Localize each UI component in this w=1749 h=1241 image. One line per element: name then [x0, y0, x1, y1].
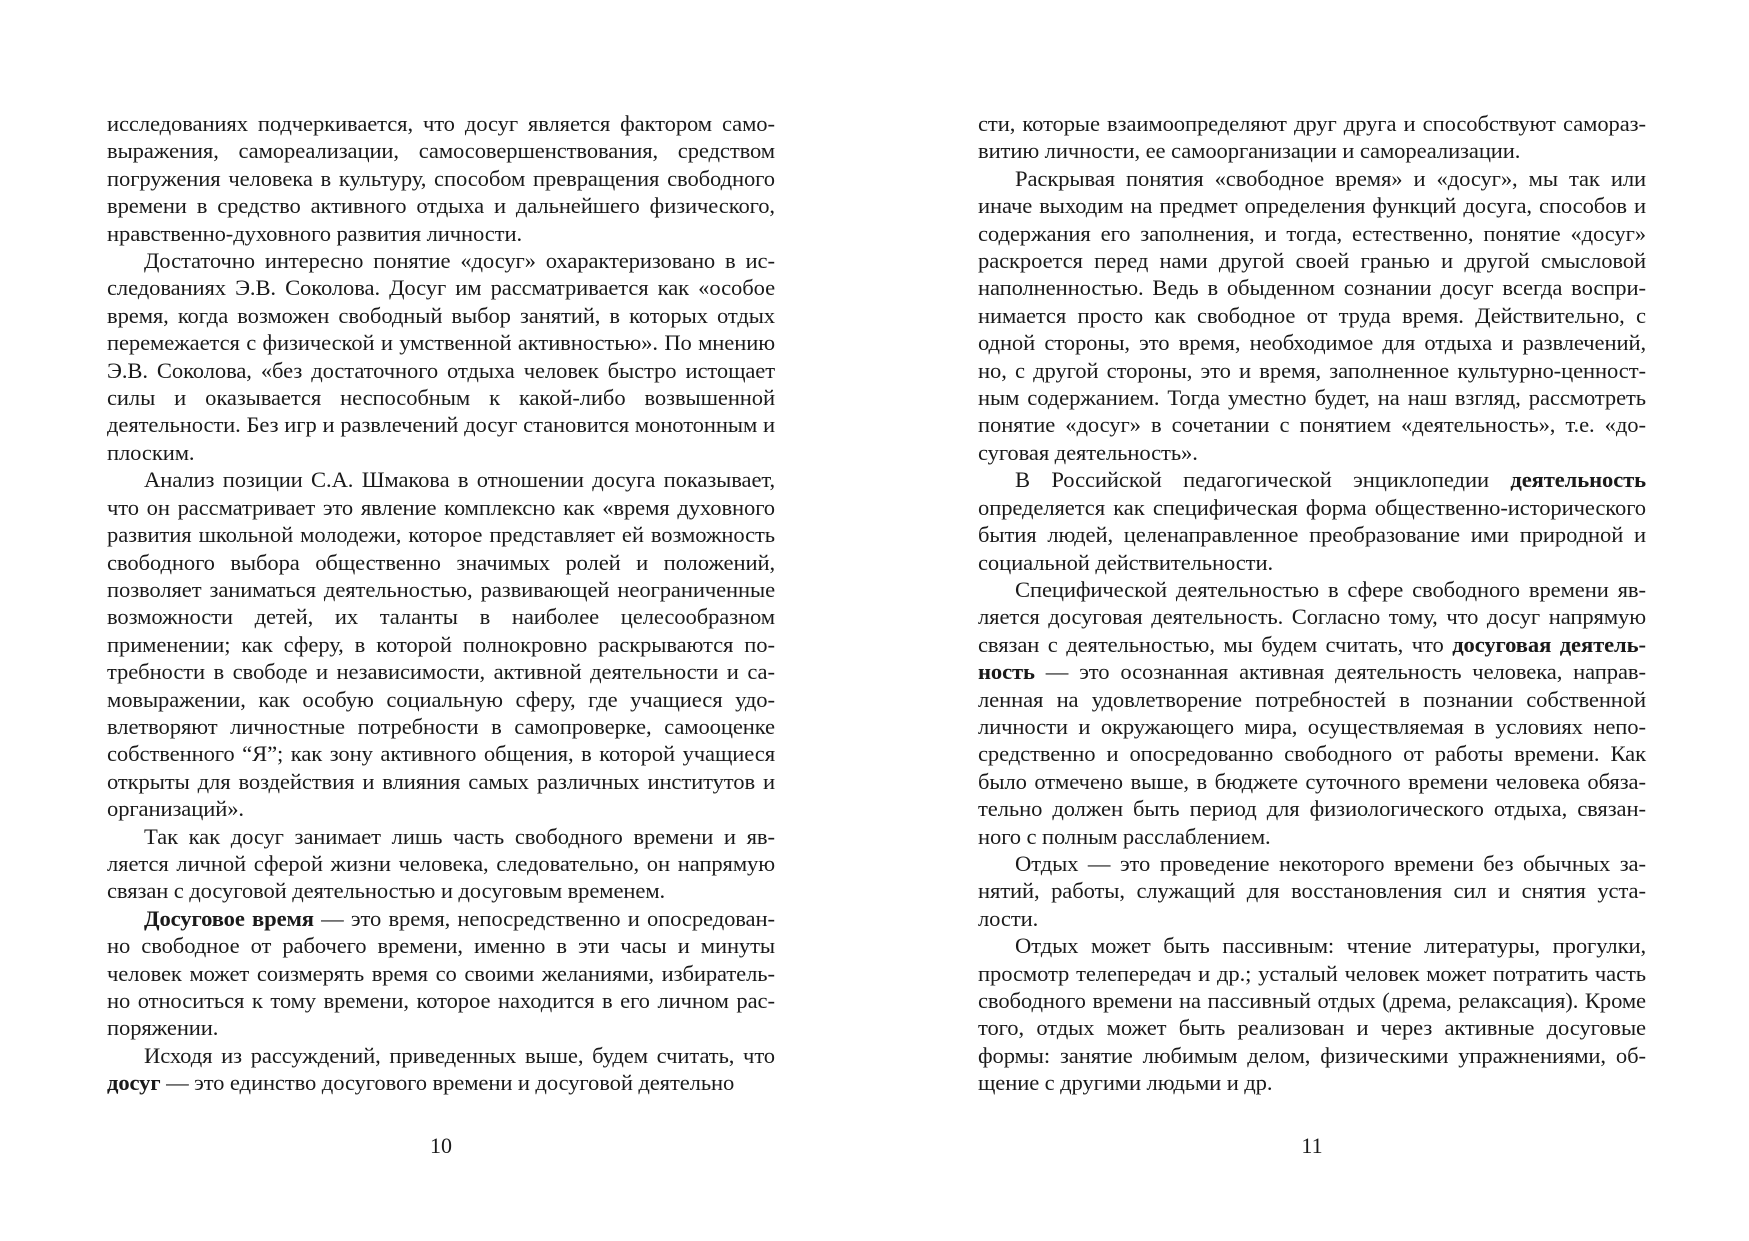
left-page — [107, 110, 776, 1158]
right-page-text — [978, 110, 1646, 1097]
paragraph — [978, 850, 1646, 932]
paragraph-text: Специфической деятельностью в сфере свободного времени является досуговая деятельность. Согласно тому, что досуг напрямую связан с деятельностью, мы будем считать, что — [978, 576, 1646, 657]
right-page — [978, 110, 1646, 1158]
paragraph-text: — это время, непосредственно и опосредованно свободное от рабочего времени, именно в эти часы и минуты человек может соизмерять время со своими желаниями, избирательно относиться к тому времени, которое находится в его личном распоряжении. — [107, 905, 776, 1041]
paragraph — [978, 165, 1646, 466]
paragraph-text: В Российской педагогической энциклопедии — [1015, 467, 1511, 493]
paragraph — [107, 466, 775, 822]
paragraph-text: Отдых — это проведение некоторого времени без обычных занятий, работы, служащий для восстановления сил и снятия усталости. — [978, 850, 1646, 931]
paragraph — [107, 110, 775, 247]
bold-term: досуг — [107, 1070, 161, 1096]
paragraph-text: сти, которые взаимоопределяют друг друга и способствуют саморазвитию личности, ее самоорганизации и самореализации. — [978, 111, 1646, 164]
paragraph — [107, 823, 775, 905]
paragraph-text: Отдых может быть пассивным: чтение литературы, прогулки, просмотр телепередач и др.; усталый человек может потратить часть свободного времени на пассивный отдых (дрема, релаксация). Кроме того, отдых может быть реализован и через активные досуговые формы: занятие любимым делом, физическими упражнениями, общение с другими людьми и др. — [978, 933, 1646, 1096]
page-number: 11 — [1301, 1133, 1323, 1158]
paragraph — [978, 932, 1646, 1096]
left-page-text — [107, 110, 775, 1097]
paragraph — [107, 247, 775, 466]
bold-term: деятельность — [1510, 467, 1646, 493]
paragraph — [107, 905, 775, 1042]
paragraph-text: Раскрывая понятия «свободное время» и «досуг», мы так или иначе выходим на предмет определения функций досуга, способов и содержания его заполнения, и тогда, естественно, понятие «досуг» раскроется перед нами другой своей гранью и другой смысловой наполненностью. Ведь в обыденном сознании досуг всегда воспринимается просто как свободное от труда время. Действительно, с одной стороны, это время, необходимое для отдыха и развлечений, но, с другой стороны, это и время, заполненное культурно-ценностным содержанием. Тогда уместно будет, на наш взгляд, рассмотреть понятие «досуг» в сочетании с понятием «деятельность», т.е. «досуговая деятельность». — [978, 165, 1646, 465]
paragraph-text: определяется как специфическая форма общественно-исторического бытия людей, целенаправленное преобразование ими природной и социальной действительности. — [978, 494, 1646, 575]
paragraph — [107, 1042, 775, 1097]
paragraph-text: Анализ позиции С.А. Шмакова в отношении досуга показывает, что он рассматривает это явление комплексно как «время духовного развития школьной молодежи, которое представляет ей возможность свободного выбора общественно значимых ролей и положений, позволяет заниматься деятельностью, развивающей неограниченные возможности детей, их таланты в наиболее целесообразном применении; как сферу, в которой полнокровно раскрываются потребности в свободе и независимости, активной деятельности и самовыражении, как особую социальную сферу, где учащиеся удовлетворяют личностные потребности в самопроверке, самооценке собственного “Я”; как зону активного общения, в которой учащиеся открыты для воздействия и влияния самых различных институтов и организаций». — [107, 467, 775, 822]
paragraph-text: Исходя из рассуждений, приведенных выше, будем считать, что — [144, 1042, 775, 1068]
bold-term: Досуговое время — [144, 905, 314, 931]
page-number: 10 — [430, 1133, 452, 1158]
paragraph — [978, 576, 1646, 850]
paragraph-text: Так как досуг занимает лишь часть свободного времени и является личной сферой жизни человека, следовательно, он напрямую связан с досуговой деятельностью и досуговым временем. — [107, 823, 775, 904]
paragraph-text: — это единство досугового времени и досуговой деятельно — [160, 1070, 735, 1096]
paragraph-text: Достаточно интересно понятие «досуг» охарактеризовано в исследованиях Э.В. Соколова. Досуг им рассматривается как «особое время, когда возможен свободный выбор занятий, в которых отдых перемежается с физической и умственной активностью». По мнению Э.В. Соколова, «без достаточного отдыха человек быстро истощает силы и оказывается неспособным к какой-либо возвышенной деятельности. Без игр и развлечений досуг становится монотонным и плоским. — [107, 248, 775, 465]
paragraph-text: исследованиях подчеркивается, что досуг является фактором самовыражения, самореализации, самосовершенствования, средством погружения человека в культуру, способом превращения свободного времени в средство активного отдыха и дальнейшего физического, нравственно-духовного развития личности. — [107, 111, 775, 246]
bold-term: досуговая деятельность — [978, 631, 1646, 685]
paragraph — [978, 110, 1646, 165]
paragraph-text: — это осознанная активная деятельность человека, направленная на удовлетворение потребностей в познании собственной личности и окружающего мира, осуществляемая в условиях непосредственно и опосредованно свободного от работы времени. Как было отмечено выше, в бюджете суточного времени человека обязательно должен быть период для физиологического отдыха, связанного с полным расслаблением. — [978, 659, 1646, 849]
paragraph — [978, 466, 1646, 576]
